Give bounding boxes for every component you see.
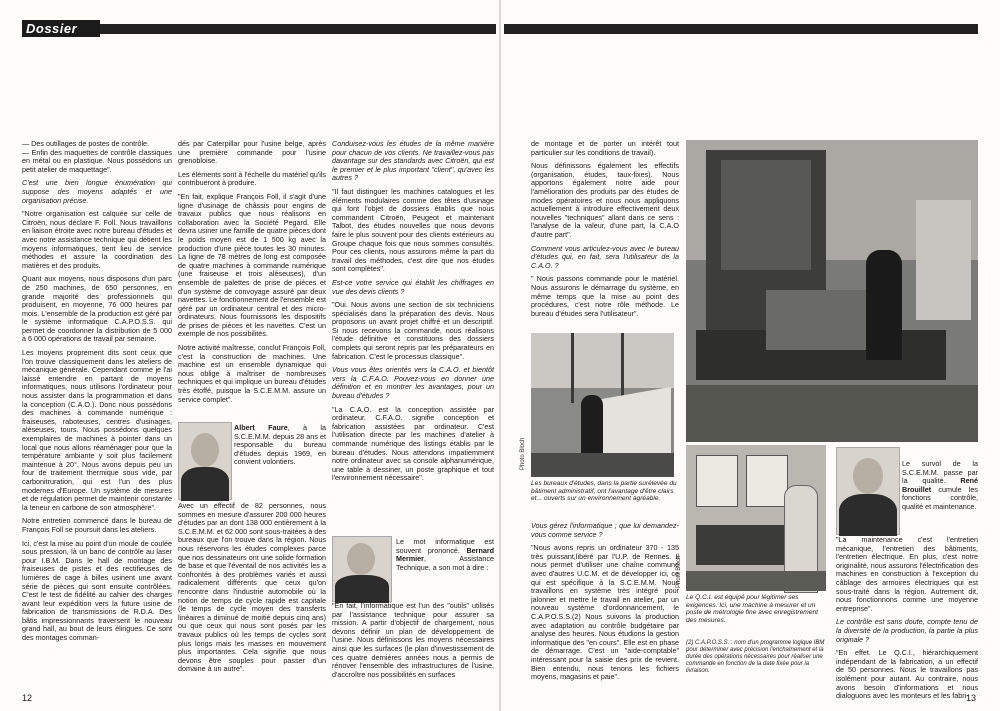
paragraph: Notre entretien commencé dans le bureau de François Foll se poursuit dans les ateliers.: [22, 516, 172, 534]
window-frame: [621, 333, 624, 403]
paragraph: Ici, c'est la mise au point d'un moule de coulée sous pression, là un banc de contrôle au laser pour I.B.M. Dans le hall de montage des fraiseuses de pistes et des rectifieuses de lumières de cage à billes usinent une avant série de pièces qui sont ensuite contrôlées. C'est le test de fidélité au cahier des charges avant leur expédition vers la future usine de fabrication de transmissions de R.D.A. Des bâtis impressionnants traversent le nouveau grand hall, au bout de leurs élingues. Ce sont des montages comman-: [22, 538, 172, 643]
portrait-face: [191, 433, 219, 467]
paragraph: " Nous passons commande pour le matériel. Nous assurons le démarrage du système, en même temps que la mise au point des procédures, c'est notre rôle méthode. Le bureau d'études sera l'utilisateur".: [531, 274, 679, 318]
paragraph: Les éléments sont à l'échelle du matériel qu'ils contribueront à produire.: [178, 169, 326, 188]
column-5: [531, 521, 679, 682]
mermier-quote: [332, 602, 494, 688]
brouillet-intro: [902, 460, 978, 536]
floor: [686, 571, 826, 591]
question: Conduisez-vous les études de la même manière pour chacun de vos clients. Ne travaillez-vous pas davantage sur des standards avec Citroën, qui est le premier et le plus important "client", qu'avec les autres ?: [332, 139, 494, 183]
control-cabinet: [916, 200, 971, 320]
brouillet-intro-body: Le survol de la S.C.E.M.M. passe par la qualité.: [902, 459, 978, 486]
portrait-bernard-mermier: [332, 536, 392, 602]
question: Vous vous êtes orientés vers la C.A.O. et bientôt vers la C.F.A.O. Pouvez-vous en donner une définition et en montrer les avantages, pour un bureau d'études ?: [332, 365, 494, 401]
paragraph: "La maintenance c'est l'entretien mécanique, l'entretien des bâtiments, l'entretien électrique. En plus, c'est notre originalité, nous assurons l'électrification des machines en construction à l'exception du câblage des armoires électriques qui est sous-traité dans la région. Autrement dit, nous fonctionnons comme une moyenne entreprise".: [836, 535, 979, 613]
caption-design-office: Les bureaux d'études, dans la partie surélevée du bâtiment administratif, ont l'avantage d'être clairs et... ouverts sur un environnement agréable.: [531, 480, 677, 503]
paragraph: Les moyens proprement dits sont ceux que l'on trouve classiquement dans les ateliers de mécanique générale. Cependant comme je l'ai laissé entendre en partant de moyens informatiques, nous utilisons l'ordinateur pour nous assister dans la programmation et dans la conception (C.A.O.). Donc nous possédons des machines à commande numérique : fraiseuses, raboteuses, centres d'usinages, aléseuses, tours. Nous possédons quelques exemplaires de machines à pointer dans un local que nous allons réaménager pour que la température ambiante y soit plus facilement maintenue à 20°. Nous avons depuis peu un four de traitement thermique sous vide, par carbonitruration, qui est l'un des plus modernes d'Europe. Un système de mesures et de régulation permet de maintenir constante la teneur en carbone de son atmosphère".: [22, 348, 172, 512]
faure-name: Albert Faure: [234, 423, 288, 432]
photo-design-office: [531, 333, 674, 477]
portrait-rene-brouillet: [836, 447, 900, 535]
paragraph: "Notre organisation est calquée sur celle de Citroën, nous déclare F. Foll. Nous travaillons en liaison étroite avec notre bureau d'études et avec notre assistance technique qui détient les moyens informatiques, tient lieu de service méthodes et assure la coordination des matières et des produits.: [22, 209, 172, 270]
window-light: [531, 333, 674, 388]
mermier-intro-body: Le mot informatique est souvent prononcé.: [396, 537, 494, 555]
page-number-right: 13: [966, 693, 977, 703]
paragraph: "En fait, explique François Foll, il s'agit d'une ligne d'usinage de châssis pour engins de travaux publics que nous réalisons en collaboration avec la Société Pegard. Elle devra usiner une famille de quatre pièces dont le poids moyen est de 1 500 kg avec la production d'une pièce toutes les 30 minutes. La ligne de 78 mètres de long est composée de quatre machines à commande numérique (une fraiseuse et trois aléseuses), d'un ensemble de palettes de prise de pièces et d'un système de convoyage assuré par deux navettes. Le fonctionnement de l'ensemble est géré par un ordinateur central et des micro-ordinateurs. Nous fournissons les dispositifs de prises de pièces et les navettes. C'est un exemple de nos possibilités.: [178, 191, 327, 339]
header-rule-right: [504, 24, 978, 34]
brouillet-role: cumule les fonctions contrôle, qualité et maintenance.: [902, 484, 979, 511]
mermier-intro-text: [396, 538, 494, 572]
wall-panel: [696, 455, 738, 507]
header-rule-left: [100, 24, 496, 34]
column-1: [22, 140, 172, 688]
column-2: [178, 140, 326, 418]
paragraph: dés par Caterpillar pour l'usine belge, après une première commande pour l'usine grenobloise.: [178, 139, 326, 166]
portrait-suit: [181, 467, 229, 501]
paragraph: Notre activité maîtresse, conclut François Foll, c'est la construction de machines. Une machine est un ensemble dynamique qui nous oblige à maîtriser de nombreuses techniques et qui implique un bureau d'études très étoffé, puisque la S.C.E.M.M. assure un service complet".: [178, 343, 326, 404]
portrait-face: [347, 543, 375, 575]
faure-intro-body: , à la S.C.E.M.M. depuis 28 ans et responsable du bureau d'études depuis 1969, en convient volontiers.: [234, 423, 326, 467]
portrait-face: [853, 458, 883, 494]
question: C'est une bien longue énumération qui suppose des moyens adaptés et une organisation précise.: [22, 178, 172, 205]
floor: [686, 385, 978, 442]
brouillet-intro-text: [902, 460, 978, 512]
photo-credit: Photo Bloch: [520, 437, 526, 470]
page-number-left: 12: [22, 693, 33, 703]
floor: [531, 453, 674, 477]
footnote: (2) C.A.P.O.S.S. : nom d'un programme logique IBM pour déterminer avec précision l'enchaînement et la durée des opérations nécessaires pour réaliser une commande en fonction de la date fixée pour la livraison.: [686, 640, 825, 674]
column-3: [332, 140, 494, 534]
wall-panel: [746, 455, 788, 507]
window-frame: [571, 333, 574, 403]
paragraph: Nous définissons également les effectifs (organisation, études, taux-fixes). Nous apportons également notre aide pour l'amélioration des produits par des études de modes opératoires et nous nous appliquons actuellement à introduire effectivement deux nouvelles "techniques" allant dans ce sens : l'analyse de la valeur, d'une part, la C.A.O d'autre part".: [531, 161, 679, 239]
mermier-role: , Assistance Technique, a son mot à dire :: [396, 554, 494, 572]
paragraph: "En effet. Le Q.C.I., hiérarchiquement indépendant de la fabrication, a un effectif de 50 personnes. Nous le travaillons pas isolément pour autant. Au contraire, nous avons besoin d'informations et nous dialoguons avec les monteurs et les fabri-: [836, 648, 978, 701]
question: Comment vous articulez-vous avec le bureau d'études qui, en fait, sera l'utilisateur de la C.A.O. ?: [531, 243, 679, 270]
column-2b: [178, 502, 326, 688]
photo-measuring-machine: [686, 445, 826, 591]
mermier-intro: [396, 538, 494, 602]
paragraph: "Nous avons repris un ordinateur 370 - 135 très puissant,libéré par l'U.P. de Rennes. Il nous permet d'utiliser une chaîne commune avec d'autres U.C.M. et de développer ici, ce qui est spécifique à la S.C.E.M.M. Nous travaillons en système très intégré pour jalonner et mettre le travail en atelier, par un nouveau système d'ordonnancement, le C.A.P.O.S.S.(2) Nous suivons la production avec adaptation au contrôle budgétaire par analyse des heures. Nous étudions la gestion informatique des "en cours". Elle est en phase de démarrage. C'est un "aide-comptable" intéressant pour la saisie des prix de revient. Bien entendu, nous tenons les fichiers moyens, magasins et paie".: [531, 543, 679, 682]
measuring-bench: [696, 525, 786, 565]
brouillet-name: René Brouillet: [902, 476, 978, 494]
page-gutter: [499, 0, 501, 711]
paragraph: "Il faut distinguer les machines catalogues et les éléments modulaires comme des têtes d'usinage qui font l'objet de dossiers établis que nous commandent Citroën, Peugeot et maintenant Talbot, des études nouvelles que nous devons faire le plus souvent pour des clients extérieurs au Groupe chaque fois que nous sommes consultés. Pour ces clients, nous assurons même la part du travail des méthodes, c'est dire que nos études sont complètes".: [332, 186, 494, 274]
mermier-name: Bernard Mermier: [396, 545, 495, 564]
paragraph: "La C.A.O. est la conception assistée par ordinateur. C.F.A.O. signifie conception et fabrication assistées par ordinateur. C'est l'utilisation directe par les machines d'atelier à commande numérique des listings établis par le bureau d'études. Nous attendons impatiemment notre ordinateur avec sa console alphanumérique, une table à dessiner, un poste graphique et tout l'environnement nécessaire".: [332, 404, 494, 483]
faure-intro-text: [234, 424, 326, 467]
portrait-albert-faure: [178, 422, 232, 500]
section-tag: Dossier: [22, 20, 100, 37]
paragraph: Quant aux moyens, nous disposons d'un parc de 250 machines, de 650 personnes, en grande majorité des professionnels qui produisent, en moyenne, 76 000 heures par mois. L'ensemble de la production est géré par le système informatique C.A.P.O.S.S. qui permet de coordonner la distribution de 5 000 à 6 000 opérations de travail par semaine.: [22, 274, 172, 344]
paragraph: — Des outillages de postes de contrôle. — Enfin des maquettes de contrôle classiques en métal ou en plastique. Nous possédons un petit atelier de maquettage".: [22, 139, 172, 174]
caption-measuring-machine: Le Q.C.I. est équipé pour légitimer ses exigences. Ici, une machine à mesurer et un poste de métrologie fine avec enregistrement des mesures.: [686, 594, 818, 624]
portrait-suit: [839, 494, 897, 536]
machine-head: [721, 160, 811, 270]
question: Est-ce votre service qui établit les chiffrages en vue des devis clients ?: [332, 277, 494, 296]
workpiece: [766, 290, 866, 350]
question: Le contrôle est sans doute, compte tenu de la diversité de la production, la partie la plus originale ?: [836, 617, 978, 644]
question: Vous gérez l'informatique ; que lui demandez-vous comme service ?: [531, 521, 679, 539]
paragraph: de montage et de porter un intérêt tout particulier sur les conditions de travail).: [531, 139, 679, 157]
column-4: [531, 140, 679, 332]
paragraph: Avec un effectif de 82 personnes, nous sommes en mesure d'assurer 200 000 heures d'études par an dont 138 000 entièrement à la S.C.E.M.M. et 62 000 sont sous-traitées à des bureaux que l'on trouve dans la région. Nous nous réservons les études complexes parce que nos dessinateurs ont une solide formation de base et que l'éventail de nos activités les a confrontés à des problèmes variés et aussi radicalement différents que ceux qu'on rencontre dans l'industrie automobile où la notion de temps de cycle rapide est capitale (le temps de cycle moyen des transferts linéaires a diminué de moitié depuis cinq ans) ou que ceux qui nous sont posés par les travaux publics où les temps de cycles sont plus longs mais les masses en mouvement plus importantes. Cela signifie que nous devons être souples pour passer d'un domaine à un autre".: [178, 501, 326, 674]
photo-credit: Photo Bloch: [676, 555, 682, 588]
paragraph: "Oui. Nous avons une section de six techniciens spécialisés dans la préparation des devis. Nous proposons un avant projet chiffré et un descriptif. Si nous recevons la commande, nous réalisons l'étude définitive et constituons des dossiers complets qui seront repris par les préparateurs en fabrication. C'est le processus classique".: [332, 300, 494, 361]
faure-intro: [234, 424, 326, 504]
operator: [866, 250, 902, 360]
portrait-suit: [335, 575, 389, 603]
paragraph: "En fait, l'informatique est l'un des "outils" utilisés par l'assistance technique pour assurer sa mission. A partir d'objectif de chargement, nous devons définir un plan de développement de l'usine. Nous définissons les moyens nécessaires ainsi que les surfaces (le plan d'investissement de ces quatre dernières années nous a permis de rénover l'ensemble des infrastructures de l'usine, d'accroître nos possibilités en surfaces: [332, 601, 494, 679]
photo-machine-workshop: [686, 140, 978, 442]
